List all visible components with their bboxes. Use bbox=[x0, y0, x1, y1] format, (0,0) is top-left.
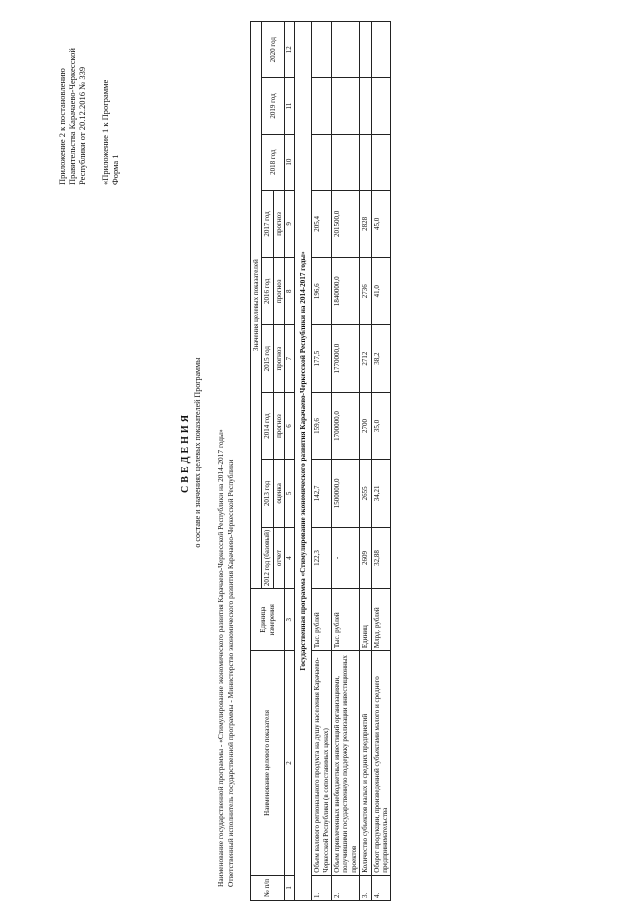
column-number: 9 bbox=[285, 190, 294, 257]
row-num: 4. bbox=[371, 875, 391, 900]
row-value: 1840000,0 bbox=[331, 258, 359, 325]
column-number: 3 bbox=[285, 589, 294, 651]
row-value: 122,3 bbox=[312, 527, 332, 589]
document-subtitle: о составе и значениях целевых показателей Программы bbox=[193, 357, 202, 548]
table-row bbox=[371, 22, 391, 901]
status-header: прогноз bbox=[273, 190, 284, 257]
row-name: Оборот продукции, произведенной субъектами малого и среднего предпринимательства bbox=[371, 651, 391, 876]
row-unit: Единиц bbox=[360, 589, 371, 651]
status-header: отчет bbox=[273, 527, 284, 589]
status-header: прогноз bbox=[273, 325, 284, 392]
row-value: 1500000,0 bbox=[331, 460, 359, 527]
row-value bbox=[371, 22, 391, 78]
row-value bbox=[371, 134, 391, 190]
status-header: прогноз bbox=[273, 392, 284, 459]
appendix-block bbox=[58, 5, 121, 185]
row-value bbox=[371, 78, 391, 134]
column-number: 7 bbox=[285, 325, 294, 392]
appendix-line: Приложение 2 к постановлению bbox=[57, 68, 67, 185]
row-value bbox=[312, 134, 332, 190]
row-unit: Тыс. рублей bbox=[312, 589, 332, 651]
column-number: 5 bbox=[285, 460, 294, 527]
row-value: 2655 bbox=[360, 460, 371, 527]
row-value: 1770000,0 bbox=[331, 325, 359, 392]
row-num: 1. bbox=[312, 875, 332, 900]
row-value: 2828 bbox=[360, 190, 371, 257]
row-value: 41,0 bbox=[371, 258, 391, 325]
indicators-table bbox=[250, 21, 391, 901]
header-num: № п/п bbox=[251, 875, 285, 900]
row-name: Объем привлеченных внебюджетных инвестиций организациями, получившими государственную поддержку реализации инвестиционных проектов bbox=[331, 651, 359, 876]
row-unit: Млрд. рублей bbox=[371, 589, 391, 651]
row-value bbox=[331, 22, 359, 78]
row-value: 196,6 bbox=[312, 258, 332, 325]
status-header: прогноз bbox=[273, 258, 284, 325]
appendix-line: Форма 1 bbox=[110, 154, 121, 185]
table-row bbox=[331, 22, 359, 901]
header-row bbox=[251, 22, 262, 901]
column-number: 8 bbox=[285, 258, 294, 325]
row-value bbox=[360, 78, 371, 134]
row-value: 38,2 bbox=[371, 325, 391, 392]
row-value bbox=[360, 22, 371, 78]
year-header: 2019 год bbox=[262, 78, 285, 134]
year-header: 2016 год bbox=[262, 258, 273, 325]
column-number: 12 bbox=[285, 22, 294, 78]
document-title: СВЕДЕНИЯ bbox=[180, 412, 191, 493]
row-value: 34,21 bbox=[371, 460, 391, 527]
year-header: 2017 год bbox=[262, 190, 273, 257]
appendix-line: «Приложение 1 к Программе bbox=[100, 79, 111, 185]
row-num: 2. bbox=[331, 875, 359, 900]
row-value: 32,88 bbox=[371, 527, 391, 589]
program-info bbox=[216, 7, 236, 887]
program-name: Наименование государственной программы - «Стимулирование экономического развития Карачаево-Черкесской Республики на 2014-2017 годы» bbox=[216, 429, 225, 887]
column-number: 1 bbox=[285, 875, 294, 900]
column-number: 6 bbox=[285, 392, 294, 459]
row-value bbox=[312, 78, 332, 134]
row-value bbox=[331, 134, 359, 190]
row-value bbox=[360, 134, 371, 190]
section-title: Государственная программа «Стимулирование экономического развития Карачаево-Черкесской Республики на 2014-2017 годы» bbox=[294, 22, 312, 901]
column-number: 2 bbox=[285, 651, 294, 876]
row-value: 159,6 bbox=[312, 392, 332, 459]
row-value: 35,0 bbox=[371, 392, 391, 459]
row-name: Объем валового регионального продукта на душу населения Карачаево-Черкесской Республики (в сопоставимых ценах) bbox=[312, 651, 332, 876]
row-value: 2712 bbox=[360, 325, 371, 392]
row-value: 177,5 bbox=[312, 325, 332, 392]
appendix-line: Республики от 20.12.2016 № 339 bbox=[76, 66, 87, 185]
row-value: - bbox=[331, 527, 359, 589]
table-row bbox=[312, 22, 332, 901]
row-value: 142,7 bbox=[312, 460, 332, 527]
status-header: оценка bbox=[273, 460, 284, 527]
row-value bbox=[312, 22, 332, 78]
appendix-line: Правительства Карачаево-Черкесской bbox=[66, 48, 77, 185]
year-header: 2015 год bbox=[262, 325, 273, 392]
column-number: 4 bbox=[285, 527, 294, 589]
row-value: 2609 bbox=[360, 527, 371, 589]
row-value: 2700 bbox=[360, 392, 371, 459]
header-values: Значения целевых показателей bbox=[251, 22, 262, 589]
row-value bbox=[331, 78, 359, 134]
column-number: 11 bbox=[285, 78, 294, 134]
year-header: 2014 год bbox=[262, 392, 273, 459]
column-number: 10 bbox=[285, 134, 294, 190]
program-executor: Ответственный исполнитель государственной программы - Министерство экономического развития Карачаево-Черкесской Республики bbox=[225, 459, 235, 887]
row-value: 1700000,0 bbox=[331, 392, 359, 459]
row-unit: Тыс. рублей bbox=[331, 589, 359, 651]
table-row bbox=[360, 22, 371, 901]
row-value: 201500,0 bbox=[331, 190, 359, 257]
row-name: Количество субъектов малых и средних предприятий bbox=[360, 651, 371, 876]
row-value: 45,0 bbox=[371, 190, 391, 257]
year-header: 2013 год bbox=[262, 460, 273, 527]
row-value: 205,4 bbox=[312, 190, 332, 257]
year-header: 2018 год bbox=[262, 134, 285, 190]
column-number-row bbox=[285, 22, 294, 901]
header-name: Наименование целевого показателя bbox=[251, 651, 285, 876]
year-header: 2012 год (базовый) bbox=[262, 527, 273, 589]
row-num: 3. bbox=[360, 875, 371, 900]
year-header: 2020 год bbox=[262, 22, 285, 78]
row-value: 2736 bbox=[360, 258, 371, 325]
header-unit: Единица измерения bbox=[251, 589, 285, 651]
section-row bbox=[294, 22, 312, 901]
